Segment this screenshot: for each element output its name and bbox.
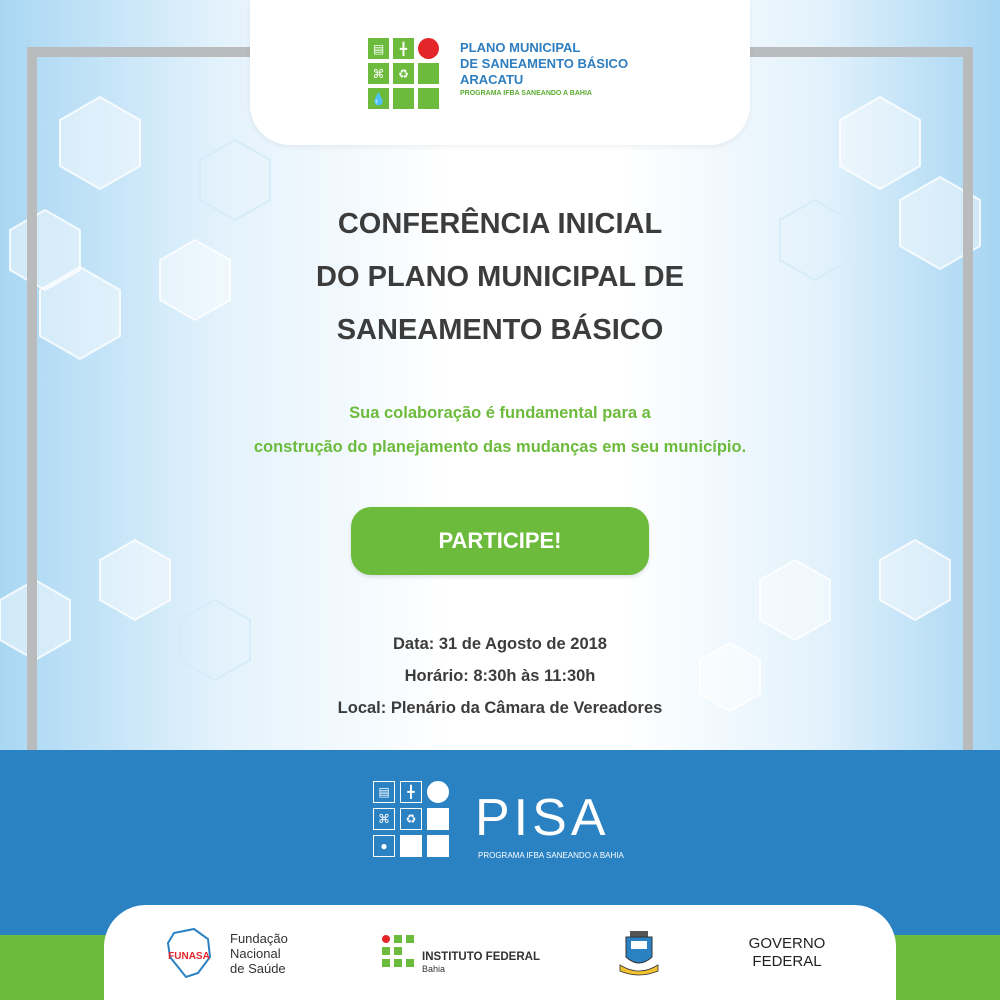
sponsors-card (104, 905, 896, 1000)
event-info (250, 628, 750, 724)
recycle-icon: ♻ (393, 63, 414, 84)
water-drop-icon: ● (373, 835, 395, 857)
conference-subtitle (150, 396, 850, 464)
conference-title-line2: DO PLANO MUNICIPAL DE (316, 261, 684, 293)
pipe-icon: ⌘ (373, 808, 395, 830)
if-line2: Bahia (422, 964, 446, 974)
pipe-icon: ⌘ (368, 63, 389, 84)
conference-title (200, 198, 800, 357)
subtitle-line2: construção do planejamento das mudanças em seu município. (253, 438, 747, 456)
plano-title-line1: PLANO MUNICIPAL (460, 40, 581, 55)
faucet-icon: ╋ (393, 38, 414, 59)
logo-block (393, 88, 414, 109)
event-time: Horário: 8:30h às 11:30h (404, 667, 596, 685)
event-location: Local: Plenário da Câmara de Vereadores (337, 699, 663, 717)
funasa-badge: FUNASA (168, 951, 210, 962)
pisa-wordmark: PISA (475, 789, 610, 847)
logo-block (418, 63, 439, 84)
plano-title (460, 40, 628, 97)
event-date: Data: 31 de Agosto de 2018 (393, 635, 607, 653)
dot-icon (427, 781, 449, 803)
red-dot-icon (418, 38, 439, 59)
gov-line2: FEDERAL (752, 953, 822, 970)
book-icon: ▤ (373, 781, 395, 803)
governo-federal (732, 935, 842, 971)
plano-title-line3: ARACATU (460, 72, 524, 87)
recycle-icon: ♻ (400, 808, 422, 830)
book-icon: ▤ (368, 38, 389, 59)
plano-title-line2: DE SANEAMENTO BÁSICO (460, 56, 629, 71)
plano-logo (368, 38, 440, 110)
if-logo (382, 935, 414, 967)
header-card (250, 0, 750, 145)
faucet-icon: ╋ (400, 781, 422, 803)
funasa-name (230, 931, 288, 976)
aracatu-coat-of-arms (618, 929, 660, 977)
participate-button[interactable]: PARTICIPE! (351, 507, 649, 575)
funasa-logo (164, 927, 214, 979)
logo-block (427, 808, 449, 830)
gov-line1: GOVERNO (748, 935, 826, 952)
logo-block (427, 835, 449, 857)
conference-title-line3: SANEAMENTO BÁSICO (336, 314, 664, 346)
water-drop-icon: 💧 (368, 88, 389, 109)
funasa-line1: Fundação (230, 931, 288, 946)
if-line1: INSTITUTO FEDERAL (422, 951, 540, 963)
pisa-logo (373, 781, 451, 859)
logo-block (418, 88, 439, 109)
funasa-line2: Nacional (230, 946, 281, 961)
plano-program: PROGRAMA IFBA SANEANDO A BAHIA (460, 90, 592, 97)
conference-title-line1: CONFERÊNCIA INICIAL (337, 208, 663, 240)
funasa-line3: de Saúde (230, 961, 286, 976)
logo-block (400, 835, 422, 857)
pisa-program: PROGRAMA IFBA SANEANDO A BAHIA (478, 851, 624, 860)
subtitle-line1: Sua colaboração é fundamental para a (349, 404, 651, 422)
if-name (422, 951, 540, 974)
